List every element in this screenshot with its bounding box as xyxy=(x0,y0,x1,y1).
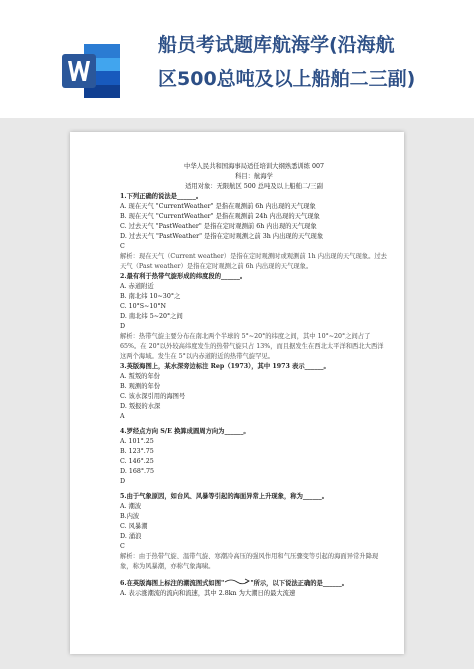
option: A. 101°.25 xyxy=(120,438,154,445)
explanation: 解析：现在天气（Current weather）是指在定时观测时或观测前 1h 内出现的天气现象。过去天气（Past weather）是指在定时观测之前 6h 内出现的天气现象。 xyxy=(120,253,387,270)
heading-1: 中华人民共和国海事局适任培训大纲熟悉训练 007 xyxy=(184,163,324,170)
question-6 xyxy=(120,577,388,589)
option: C. 过去天气 "PastWeather" 是指在定时观测前 6h 内出现的天气现象 xyxy=(120,223,317,230)
option: C. 该水深引用的海图号 xyxy=(120,393,186,400)
banner xyxy=(0,0,474,118)
option: C. 146°.25 xyxy=(120,458,154,465)
document-title xyxy=(158,28,470,96)
option: C. 10°S~10°N xyxy=(120,303,167,310)
option: D. 南北纬 5~20°之间 xyxy=(120,313,183,320)
option: A. 现在天气 "CurrentWeather" 是指在观测前 6h 内出现的天气现象 xyxy=(120,203,316,210)
option: A. 叛叛的年份 xyxy=(120,373,161,380)
explanation: 解析：由于热带气旋、温带气旋、寒潮冷高压的强风作用和气压骤变等引起的海面异常升降现象，称为风暴潮，亦称气象海啸。 xyxy=(120,553,379,570)
title-line-1: 船员考试题库航海学(沿海航 xyxy=(158,34,395,56)
question-6-text: 6.在英版海图上标注的潮流图式如图" xyxy=(120,580,225,587)
question-1: 1.下列正确的说法是______。 xyxy=(120,193,203,200)
tidal-stream-symbol-icon xyxy=(224,577,250,585)
option: A. 赤道附近 xyxy=(120,283,154,290)
explanation: 解析：热带气旋主要分布在南北两个半球的 5°~20°的纬度之间，其中 10°~20°之间占了 65%。在 20°以外较高纬度发生的热带气旋只占 13%，而且据发生在西北太平洋和西北大西洋这两个海域。发生在 5°以内赤道附近的热带气旋罕见。 xyxy=(120,333,384,360)
option: A. 表示涨潮流的流向和流速，其中 2.8kn 为大潮日的最大流速 xyxy=(120,590,296,597)
option: D. 168°.75 xyxy=(120,468,155,475)
question-4: 4.罗经点方向 S/E 换算成圆周方向为______。 xyxy=(120,428,250,435)
answer: C xyxy=(120,243,125,250)
option: B. 现在天气 "CurrentWeather" 是指在观测前 24h 内出现的天气现象 xyxy=(120,213,320,220)
answer: D xyxy=(120,478,126,485)
document-body xyxy=(120,162,388,599)
heading-2: 科目：航海学 xyxy=(235,173,273,180)
title-line-2: 区500总吨及以上船舶二三副) xyxy=(158,68,416,90)
answer: D xyxy=(120,323,126,330)
option: B. 观测的年份 xyxy=(120,383,161,390)
question-2: 2.最有利于热带气旋形成的纬度段的______。 xyxy=(120,273,247,280)
option: A. 潮波 xyxy=(120,503,142,510)
document-page xyxy=(70,132,404,654)
option: B. 南北纬 10~30°之 xyxy=(120,293,181,300)
option: D. 涌浪 xyxy=(120,533,142,540)
word-document-icon xyxy=(62,40,122,102)
option: C. 风暴潮 xyxy=(120,523,148,530)
question-6-tail: "所示，以下说法正确的是______。 xyxy=(250,580,349,587)
answer: A xyxy=(120,413,125,420)
option: B. 123°.75 xyxy=(120,448,154,455)
heading-3: 适用对象：无限航区 500 总吨及以上船舶二/三副 xyxy=(185,183,323,190)
question-3: 3.英版海图上，某水深旁边标注 Rep（1973），其中 1973 表示______。 xyxy=(120,363,330,370)
answer: C xyxy=(120,543,125,550)
option: D. 过去天气 "PastWeather" 是指在定时观测之前 3h 内出现的天气现象 xyxy=(120,233,324,240)
option: D. 叛报的水深 xyxy=(120,403,161,410)
option: B.内波 xyxy=(120,513,140,520)
question-5: 5.由于气象原因，如台风、风暴等引起的海面异常上升现象，称为______。 xyxy=(120,493,329,500)
